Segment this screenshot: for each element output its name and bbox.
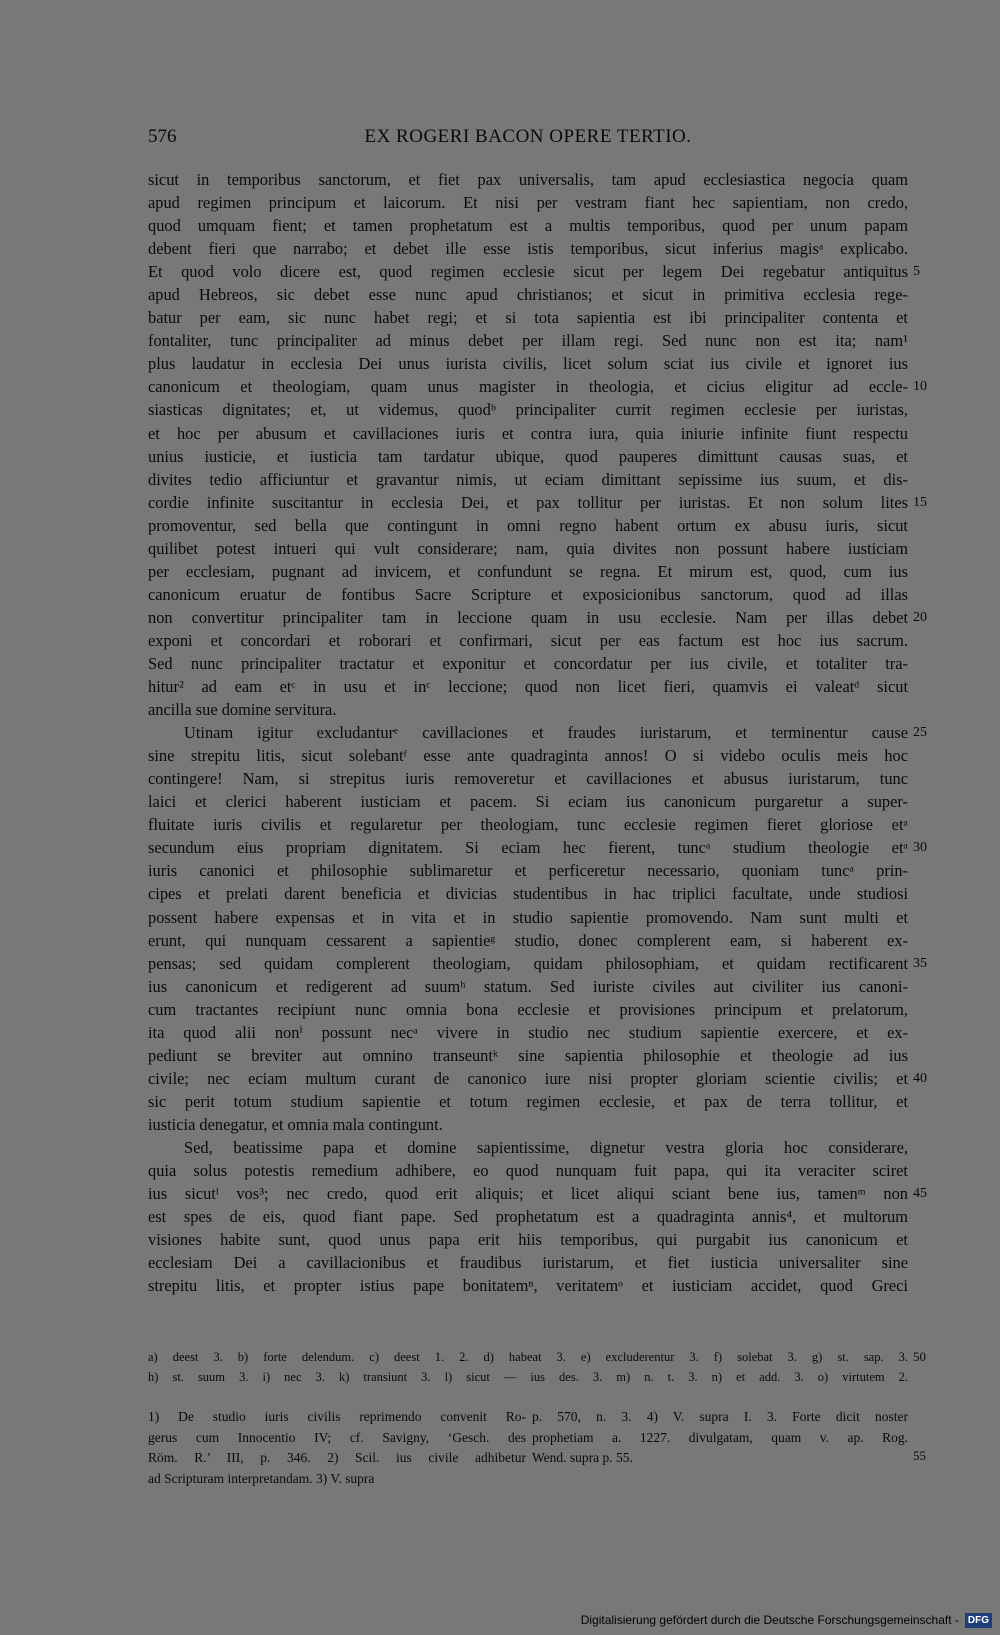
footnote-line: prophetiam a. 1227. divulgatam, quam v. ap. Rog. xyxy=(532,1429,908,1445)
footnote-line: Röm. R.’ III, p. 346. 2) Scil. ius civile adhibetur xyxy=(148,1450,526,1465)
text-line xyxy=(148,1182,927,1205)
text-line xyxy=(148,352,908,375)
text-line xyxy=(148,1113,908,1136)
running-title: EX ROGERI BACON OPERE TERTIO. xyxy=(364,126,692,147)
text-line-content: debent fieri que narrabo; et debet ille esse istis temporibus, sicut inferius magisᵃ explicabo. xyxy=(148,239,908,259)
text-line xyxy=(148,767,908,790)
text-line-content: apud regimen principum et laicorum. Et nisi per vestram fiant hec sapientiam, non credo, xyxy=(148,193,908,213)
text-line-content: sicut in temporibus sanctorum, et fiet pax universalis, tam apud ecclesiastica negocia quam xyxy=(148,170,908,189)
line-number: 45 xyxy=(913,1186,927,1202)
text-line xyxy=(148,398,908,421)
footnotes-right-column xyxy=(532,1407,908,1469)
text-line xyxy=(148,283,908,306)
text-line-content: pediunt se breviter aut omnino transeuntᵏ sine sapientia philosophie et theologie ad ius xyxy=(148,1045,908,1065)
text-line-content: iusticia denegatur, et omnia mala contingunt. xyxy=(148,1114,443,1134)
text-line xyxy=(148,629,908,652)
text-line-content: batur per eam, sic nunc habet regi; et si tota sapientia est ibi principaliter contenta et xyxy=(148,308,908,328)
text-line xyxy=(148,1021,908,1044)
text-line xyxy=(148,537,908,560)
apparatus-line-content: a) deest 3. b) forte delendum. c) deest 1. 2. d) habeat 3. e) excluderentur 3. f) solebat 3. g) st. sap. 3. xyxy=(148,1350,908,1364)
footnote-line: p. 570, n. 3. 4) V. supra I. 3. Forte dicit noster xyxy=(532,1409,908,1424)
text-line-content: ecclesiam Dei a cavillacionibus et fraudibus iuristarum, et fiet iusticia universaliter sine xyxy=(148,1253,908,1273)
text-line xyxy=(148,1067,927,1090)
text-line-content: cipes et prelati darent beneficia et divicias studentibus in hac triplici facultate, unde studiosi xyxy=(148,884,908,904)
text-line xyxy=(148,836,927,859)
text-line-content: quilibet potest intueri qui vult considerare; nam, quia divites non possunt habere iusticiam xyxy=(148,538,908,558)
text-line xyxy=(148,652,908,675)
dfg-logo: DFG xyxy=(965,1613,992,1628)
text-line xyxy=(148,744,908,767)
line-number: 25 xyxy=(913,725,927,741)
text-line-content: secundum eius propriam dignitatem. Si eciam hec fierent, tuncᵃ studium theologie etᵃ xyxy=(148,838,908,858)
text-line-content: ancilla sue domine servitura. xyxy=(148,700,337,720)
text-line-content: sine strepitu litis, sicut solebantᶠ esse ante quadraginta annos! O si videbo oculis meis hoc xyxy=(148,746,908,766)
text-line-content: cordie infinite suscitantur in ecclesia Dei, et pax tollitur per iuristas. Et non solum lites xyxy=(148,492,908,512)
footnote-line: Wend. supra p. 55. xyxy=(532,1450,633,1465)
text-line-content: visiones habite sunt, quod unus papa erit hiis temporibus, qui purgabit ius canonicum et xyxy=(148,1230,908,1250)
text-line-content: fontaliter, tunc principaliter ad minus debet per illam regi. Sed nunc non est ita; nam¹ xyxy=(148,331,908,351)
text-line xyxy=(148,1090,908,1113)
text-line xyxy=(148,1044,908,1067)
text-line xyxy=(148,998,908,1021)
text-line-content: exponi et concordari et roborari et confirmari, sicut per eas factum est hoc ius sacrum. xyxy=(148,630,908,650)
main-text xyxy=(148,168,927,1297)
text-line-content: plus laudatur in ecclesia Dei unus iurista civilis, licet solum sciat ius civile et ignoret ius xyxy=(148,354,908,374)
text-line-content: promoventur, sed bella que contingunt in omni regno habent ortum ex abusu iuris, sicut xyxy=(148,515,908,535)
text-line-content: canonicum eruatur de fontibus Sacre Scripture et exposicionibus sanctorum, quod ad illas xyxy=(148,584,908,604)
text-line xyxy=(148,790,908,813)
text-line xyxy=(148,306,908,329)
text-line xyxy=(148,214,908,237)
text-line-content: divites tedio afficiuntur et gravantur nimis, ut eciam dimittant sepissime ius suum, et dis- xyxy=(148,469,908,489)
footnotes-left-column xyxy=(148,1407,526,1489)
text-line xyxy=(148,491,927,514)
line-number: 10 xyxy=(913,379,927,395)
text-line xyxy=(148,882,908,905)
text-line-content: ita quod alii nonⁱ possunt necᵃ vivere in studio nec studium sapientie exercere, et ex- xyxy=(148,1022,908,1042)
text-line xyxy=(148,191,908,214)
text-line xyxy=(148,1136,908,1159)
line-number: 50 xyxy=(913,1349,926,1364)
text-line-content: Sed nunc principaliter tractatur et exponitur et concordatur per ius civile, et totaliter tra- xyxy=(148,653,908,673)
page-header xyxy=(148,126,908,158)
page-number: 576 xyxy=(148,126,177,147)
text-line xyxy=(148,1274,908,1297)
text-line xyxy=(148,560,908,583)
text-line xyxy=(148,445,908,468)
text-line-content: laici et clerici haberent iusticiam et pacem. Si eciam ius canonicum purgaretur a super- xyxy=(148,792,908,812)
text-line-content: et hoc per abusum et cavillaciones iuris et contra iura, quia iniurie infinite fiunt respectu xyxy=(148,423,908,443)
text-line xyxy=(148,1159,908,1182)
text-line xyxy=(148,514,908,537)
text-line-content: unius iusticie, et iusticia tam tardatur ubique, quod pauperes dimittunt causas suas, et xyxy=(148,446,908,466)
text-line xyxy=(148,168,908,191)
text-line xyxy=(148,260,920,283)
footer-credit xyxy=(581,1609,992,1631)
line-number: 40 xyxy=(913,1070,927,1086)
text-line xyxy=(148,859,908,882)
text-line-content: per ecclesiam, pugnant ad invicem, et confundunt se regna. Et mirum est, quod, cum ius xyxy=(148,561,908,581)
text-line xyxy=(148,468,908,491)
text-line xyxy=(148,721,927,744)
text-line-content: sic perit totum studium sapientie et totum regimen ecclesie, et pax de terra tollitur, et xyxy=(148,1091,908,1111)
text-line xyxy=(148,1251,908,1274)
text-line xyxy=(148,929,908,952)
line-number: 35 xyxy=(913,955,927,971)
footnote-line: gerus cum Innocentio IV; cf. Savigny, ‘Gesch. des xyxy=(148,1429,526,1445)
text-line-content: canonicum et theologiam, quam unus magister in theologia, et cicius eligitur ad eccle- xyxy=(148,377,908,397)
line-number: 20 xyxy=(913,609,927,625)
text-line xyxy=(148,975,908,998)
text-line-content: hitur² ad eam etᶜ in usu et inᶜ leccione; quod non licet fieri, quamvis ei valeatᵈ sicut xyxy=(148,677,908,697)
apparatus-line xyxy=(148,1347,926,1367)
text-line-content: Utinam igitur excludanturᵉ cavillaciones et fraudes iuristarum, et terminentur cause xyxy=(184,723,908,743)
text-line xyxy=(148,583,908,606)
text-line-content: est spes de eis, quod fiant pape. Sed prophetatum est a quadraginta annis⁴, et multorum xyxy=(148,1207,908,1227)
text-line-content: erunt, qui nunquam cessarent a sapientieᵍ studio, donec complerent eam, si haberent ex- xyxy=(148,930,908,950)
text-line-content: cum tractantes recipiunt nunc omnia bona ecclesie et provisiones principum et prelatorum, xyxy=(148,999,908,1019)
text-line-content: ius sicutˡ vos³; nec credo, quod erit aliquis; et licet aliqui sciant bene ius, tamenᵐ non xyxy=(148,1184,908,1204)
text-line xyxy=(148,813,908,836)
line-number: 30 xyxy=(913,840,927,856)
text-line-content: siasticas dignitates; et, ut videmus, quodᵇ principaliter currit regimen ecclesie per iuristas, xyxy=(148,400,908,420)
text-line-content: pensas; sed quidam complerent theologiam, quidam philosophiam, et quidam rectificarent xyxy=(148,953,908,973)
text-line xyxy=(148,698,908,721)
text-line-content: quod umquam fient; et tamen prophetatum est a multis temporibus, quod per unum papam xyxy=(148,216,908,236)
text-line-content: apud Hebreos, sic debet esse nunc apud christianos; et sicut in primitiva ecclesia rege- xyxy=(148,285,908,305)
text-line-content: civile; nec eciam multum curant de canonico iure nisi propter gloriam scientie civilis; et xyxy=(148,1068,908,1088)
signature-mark: 55 xyxy=(913,1448,926,1463)
text-line xyxy=(148,1228,908,1251)
critical-apparatus xyxy=(148,1347,926,1387)
text-line-content: non convertitur principaliter tam in leccione quam in usu ecclesie. Nam per illas debet xyxy=(148,607,908,627)
text-line-content: Et quod volo dicere est, quod regimen ecclesie sicut per legem Dei regebatur antiquitus xyxy=(148,262,908,282)
text-line-content: strepitu litis, et propter istius pape bonitatemⁿ, veritatemᵒ et iusticiam accidet, quod Greci xyxy=(148,1276,908,1296)
text-line-content: contingere! Nam, si strepitus iuris removeretur et cavillaciones et abusus iuristarum, tunc xyxy=(148,769,908,789)
apparatus-line xyxy=(148,1367,908,1387)
line-number: 15 xyxy=(913,494,927,510)
text-line xyxy=(148,952,927,975)
text-line xyxy=(148,237,908,260)
footnote-line: 1) De studio iuris civilis reprimendo convenit Ro- xyxy=(148,1409,526,1424)
text-line xyxy=(148,675,908,698)
apparatus-line-content: h) st. suum 3. i) nec 3. k) transiunt 3. l) sicut — ius des. 3. m) n. t. 3. n) et add. 3. o) virtutem 2. xyxy=(148,1370,908,1384)
text-line xyxy=(148,1205,908,1228)
footnote-line: ad Scripturam interpretandam. 3) V. supra xyxy=(148,1470,375,1486)
text-line-content: fluitate iuris civilis et regularetur per theologiam, tunc ecclesie regimen fieret gloriose etᵃ xyxy=(148,815,908,835)
text-line-content: iuris canonici et philosophie sublimaretur et perficeretur necessario, quoniam tuncᵃ prin- xyxy=(148,861,908,881)
text-line-content: ius canonicum et redigerent ad suumʰ statum. Sed iuriste civiles aut civiliter ius canoni- xyxy=(148,976,908,996)
text-line xyxy=(148,606,927,629)
text-line-content: possent habere expensas et in vita et in studio sapientie promovendo. Nam sunt multi et xyxy=(148,907,908,927)
text-line xyxy=(148,906,908,929)
text-line-content: quia solus potestis remedium adhibere, eo quod nunquam fuit papa, qui ita veraciter sciret xyxy=(148,1161,908,1181)
text-line-content: Sed, beatissime papa et domine sapientissime, dignetur vestra gloria hoc considerare, xyxy=(184,1137,908,1157)
text-line xyxy=(148,375,927,398)
text-line xyxy=(148,422,908,445)
text-line xyxy=(148,329,908,352)
footer-text: Digitalisierung gefördert durch die Deutsche Forschungsgemeinschaft - xyxy=(580,1613,959,1627)
line-number: 5 xyxy=(913,264,920,280)
